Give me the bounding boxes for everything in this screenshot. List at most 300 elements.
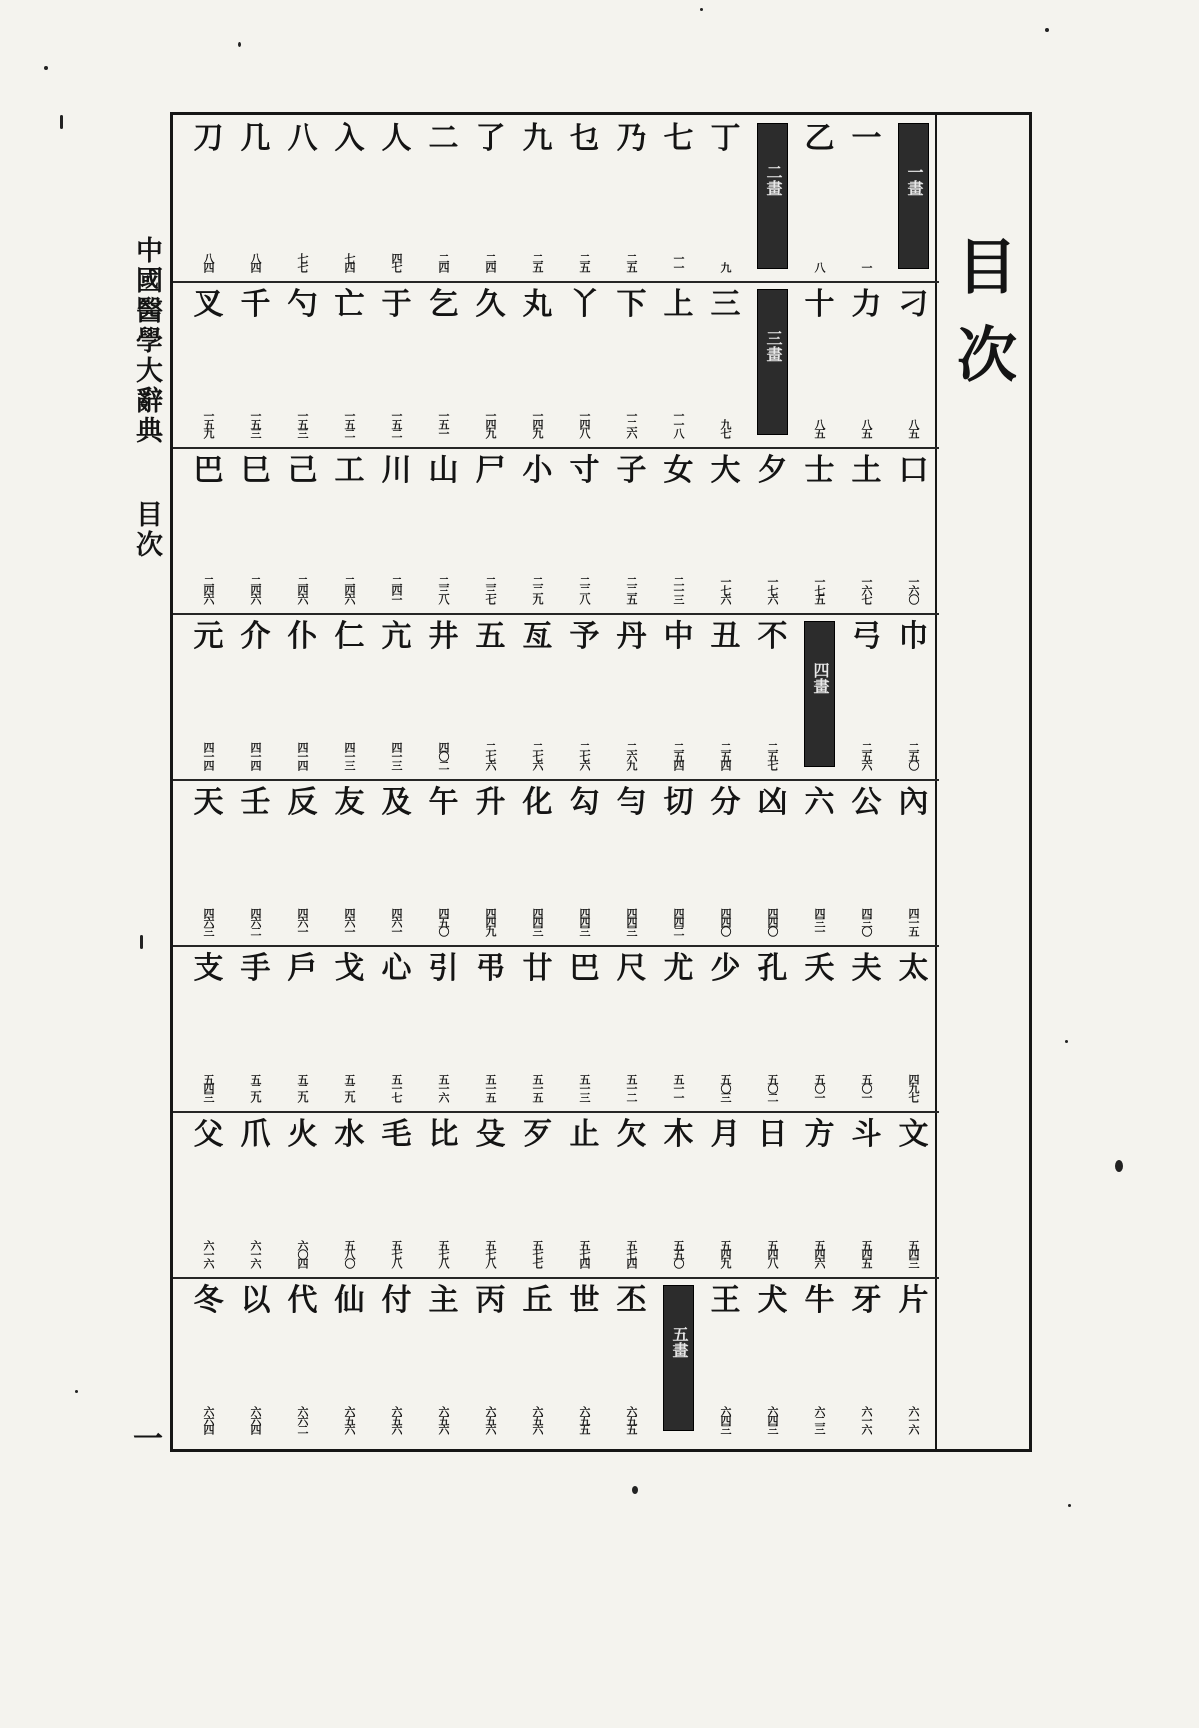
index-entry — [232, 613, 279, 779]
entry-page-number: 四五〇 — [437, 908, 450, 935]
paper-speck — [1115, 1160, 1123, 1172]
entry-character: 孔 — [757, 951, 788, 986]
stroke-index-grid — [173, 115, 939, 1449]
index-entry — [420, 447, 467, 613]
entry-character: 巴 — [193, 453, 224, 488]
index-entry — [373, 281, 420, 447]
index-entry — [185, 613, 232, 779]
entry-page-number: 二四六 — [296, 576, 309, 603]
index-entry — [514, 115, 561, 281]
index-entry — [420, 281, 467, 447]
stroke-count-header — [749, 281, 796, 447]
entry-character: 中 — [663, 619, 694, 654]
entry-character: 友 — [334, 785, 365, 820]
entry-page-number: 五一一 — [672, 1074, 685, 1101]
entry-character: 冬 — [193, 1283, 224, 1318]
entry-page-number: 五一二 — [625, 1074, 638, 1101]
entry-character: 斗 — [851, 1117, 882, 1152]
section-label: 目次 — [131, 500, 162, 560]
entry-character: 丑 — [710, 619, 741, 654]
entry-page-number: 二四 — [437, 253, 450, 271]
entry-page-number: 四六二 — [249, 908, 262, 935]
entry-character: 天 — [193, 785, 224, 820]
entry-page-number: 六一六 — [202, 1240, 215, 1267]
index-entry — [890, 281, 937, 447]
stroke-count-header — [655, 1277, 702, 1443]
entry-page-number: 四四三 — [578, 908, 591, 935]
entry-page-number: 四六一 — [390, 908, 403, 935]
entry-page-number: 二六九 — [625, 742, 638, 769]
index-entry — [279, 447, 326, 613]
entry-page-number: 五二九 — [296, 1074, 309, 1101]
entry-character: 月 — [710, 1117, 741, 1152]
entry-character: 刁 — [898, 287, 929, 322]
paper-speck — [60, 115, 63, 129]
index-entry — [373, 945, 420, 1111]
entry-character: 文 — [898, 1117, 929, 1152]
entry-page-number: 一四九 — [484, 410, 497, 437]
index-entry — [702, 1277, 749, 1443]
entry-character: 歹 — [522, 1117, 553, 1152]
index-entry — [608, 1111, 655, 1277]
entry-page-number: 一五一 — [437, 410, 450, 437]
entry-character: 午 — [428, 785, 459, 820]
entry-page-number: 七四 — [343, 253, 356, 271]
entry-character: 弔 — [475, 951, 506, 986]
entry-character: 弓 — [851, 619, 882, 654]
entry-character: 亢 — [381, 619, 412, 654]
entry-page-number: 二五 — [531, 253, 544, 271]
index-entry — [890, 1111, 937, 1277]
entry-page-number: 二四 — [484, 253, 497, 271]
paper-speck — [700, 8, 703, 11]
index-entry — [890, 613, 937, 779]
index-entry — [890, 779, 937, 945]
entry-page-number: 一五三 — [296, 410, 309, 437]
entry-character: 八 — [287, 121, 318, 156]
entry-character: 支 — [193, 951, 224, 986]
entry-character: 子 — [616, 453, 647, 488]
entry-page-number: 一七六 — [766, 576, 779, 603]
entry-page-number: 九七 — [719, 419, 732, 437]
entry-page-number: 二四六 — [249, 576, 262, 603]
entry-character: 山 — [428, 453, 459, 488]
index-entry — [279, 1111, 326, 1277]
index-entry — [232, 1277, 279, 1443]
entry-character: 壬 — [240, 785, 271, 820]
entry-page-number: 四四三 — [625, 908, 638, 935]
entry-character: 水 — [334, 1117, 365, 1152]
entry-page-number: 六四三 — [766, 1406, 779, 1433]
entry-character: 士 — [804, 453, 835, 488]
entry-page-number: 五一六 — [437, 1074, 450, 1101]
entry-character: 五 — [475, 619, 506, 654]
stroke-count-label: 二畫 — [764, 164, 783, 196]
index-entry — [702, 945, 749, 1111]
index-entry — [843, 945, 890, 1111]
paper-speck — [238, 42, 241, 47]
index-entry — [326, 945, 373, 1111]
index-entry — [373, 1277, 420, 1443]
entry-character: 升 — [475, 785, 506, 820]
entry-character: 犬 — [757, 1283, 788, 1318]
index-entry — [702, 613, 749, 779]
entry-page-number: 六一六 — [907, 1406, 920, 1433]
entry-character: 力 — [851, 287, 882, 322]
entry-page-number: 八五 — [860, 419, 873, 437]
index-entry — [561, 1277, 608, 1443]
entry-page-number: 二一三 — [672, 576, 685, 603]
index-entry — [796, 945, 843, 1111]
entry-character: 人 — [381, 121, 412, 156]
index-entry — [279, 613, 326, 779]
entry-character: 比 — [428, 1117, 459, 1152]
index-entry — [279, 1277, 326, 1443]
index-entry — [185, 115, 232, 281]
index-entry — [514, 1111, 561, 1277]
index-tier — [173, 115, 939, 281]
index-tier — [173, 613, 939, 779]
index-entry — [514, 945, 561, 1111]
index-entry — [232, 779, 279, 945]
index-entry — [561, 281, 608, 447]
entry-page-number: 四六一 — [343, 908, 356, 935]
entry-page-number: 五八〇 — [343, 1240, 356, 1267]
entry-character: 千 — [240, 287, 271, 322]
index-entry — [373, 613, 420, 779]
index-entry — [232, 281, 279, 447]
entry-character: 乃 — [616, 121, 647, 156]
entry-page-number: 二五七 — [766, 742, 779, 769]
index-entry — [373, 447, 420, 613]
entry-page-number: 一四八 — [578, 410, 591, 437]
index-entry — [326, 1111, 373, 1277]
index-entry — [608, 1277, 655, 1443]
entry-character: 木 — [663, 1117, 694, 1152]
entry-character: 于 — [381, 287, 412, 322]
entry-page-number: 二二八 — [578, 576, 591, 603]
entry-page-number: 六五六 — [437, 1406, 450, 1433]
index-entry — [232, 447, 279, 613]
entry-character: 日 — [757, 1117, 788, 1152]
entry-page-number: 二四一 — [390, 576, 403, 603]
entry-page-number: 六一六 — [860, 1406, 873, 1433]
entry-page-number: 八四 — [249, 253, 262, 271]
entry-character: 川 — [381, 453, 412, 488]
index-entry — [608, 115, 655, 281]
entry-character: 丁 — [710, 121, 741, 156]
entry-page-number: 七七 — [296, 253, 309, 271]
entry-page-number: 五〇三 — [719, 1074, 732, 1101]
entry-character: 分 — [710, 785, 741, 820]
entry-page-number: 五四五 — [860, 1240, 873, 1267]
index-entry — [326, 281, 373, 447]
entry-page-number: 九 — [719, 262, 732, 271]
entry-character: 七 — [663, 121, 694, 156]
entry-character: 少 — [710, 951, 741, 986]
entry-page-number: 四六三 — [202, 908, 215, 935]
entry-character: 戶 — [287, 951, 318, 986]
entry-character: 小 — [522, 453, 553, 488]
entry-character: 及 — [381, 785, 412, 820]
entry-character: 上 — [663, 287, 694, 322]
index-tier — [173, 447, 939, 613]
entry-page-number: 五二九 — [249, 1074, 262, 1101]
entry-character: 手 — [240, 951, 271, 986]
entry-page-number: 四四〇 — [719, 908, 732, 935]
entry-character: 介 — [240, 619, 271, 654]
entry-page-number: 二五〇 — [907, 742, 920, 769]
index-entry — [843, 779, 890, 945]
entry-character: 牙 — [851, 1283, 882, 1318]
entry-character: 入 — [334, 121, 365, 156]
paper-speck — [1045, 28, 1049, 32]
index-entry — [749, 447, 796, 613]
index-entry — [514, 1277, 561, 1443]
entry-character: 亡 — [334, 287, 365, 322]
entry-character: 三 — [710, 287, 741, 322]
index-tier — [173, 1277, 939, 1443]
entry-character: 夕 — [757, 453, 788, 488]
entry-character: 二 — [428, 121, 459, 156]
entry-page-number: 四〇二 — [437, 742, 450, 769]
index-entry — [232, 115, 279, 281]
entry-character: 殳 — [475, 1117, 506, 1152]
book-title: 中國醫學大辭典 — [131, 236, 162, 446]
stroke-count-box — [898, 123, 929, 269]
entry-page-number: 四一三 — [343, 742, 356, 769]
entry-character: 丘 — [522, 1283, 553, 1318]
entry-character: 以 — [240, 1283, 271, 1318]
index-entry — [420, 115, 467, 281]
entry-page-number: 二五 — [578, 253, 591, 271]
index-entry — [185, 281, 232, 447]
entry-page-number: 四四九 — [484, 908, 497, 935]
entry-page-number: 五一五 — [484, 1074, 497, 1101]
index-entry — [655, 447, 702, 613]
entry-character: 丙 — [475, 1283, 506, 1318]
entry-character: 化 — [522, 785, 553, 820]
entry-page-number: 六六二 — [296, 1406, 309, 1433]
index-entry — [185, 945, 232, 1111]
entry-page-number: 二七六 — [484, 742, 497, 769]
index-entry — [514, 447, 561, 613]
entry-page-number: 六五五 — [578, 1406, 591, 1433]
paper-speck — [1068, 1504, 1071, 1507]
page-title: 目次 — [947, 235, 1017, 411]
entry-page-number: 四六一 — [296, 908, 309, 935]
entry-page-number: 一五二 — [343, 410, 356, 437]
index-entry — [796, 115, 843, 281]
entry-page-number: 四一四 — [296, 742, 309, 769]
index-entry — [326, 779, 373, 945]
entry-page-number: 四一四 — [202, 742, 215, 769]
stroke-count-label: 三畫 — [764, 330, 783, 362]
stroke-count-label: 一畫 — [905, 164, 924, 196]
index-entry — [514, 281, 561, 447]
entry-character: 丹 — [616, 619, 647, 654]
entry-page-number: 五〇一 — [860, 1074, 873, 1101]
entry-character: 反 — [287, 785, 318, 820]
entry-character: 父 — [193, 1117, 224, 1152]
index-entry — [467, 945, 514, 1111]
entry-page-number: 四三〇 — [860, 908, 873, 935]
entry-character: 了 — [475, 121, 506, 156]
entry-page-number: 六五六 — [343, 1406, 356, 1433]
index-entry — [561, 779, 608, 945]
entry-character: 爪 — [240, 1117, 271, 1152]
index-entry — [608, 779, 655, 945]
index-tier — [173, 281, 939, 447]
entry-character: 尤 — [663, 951, 694, 986]
index-entry — [749, 1277, 796, 1443]
entry-page-number: 二二五 — [625, 576, 638, 603]
entry-page-number: 四九七 — [907, 1074, 920, 1101]
entry-page-number: 一五三 — [249, 410, 262, 437]
entry-page-number: 二四六 — [202, 576, 215, 603]
index-tier — [173, 945, 939, 1111]
entry-character: 公 — [851, 785, 882, 820]
index-entry — [608, 613, 655, 779]
index-entry — [420, 1111, 467, 1277]
paper-speck — [140, 935, 143, 949]
index-entry — [185, 1277, 232, 1443]
entry-page-number: 二三八 — [437, 576, 450, 603]
entry-page-number: 四一三 — [390, 742, 403, 769]
entry-character: 元 — [193, 619, 224, 654]
entry-page-number: 五七四 — [578, 1240, 591, 1267]
entry-character: 女 — [663, 453, 694, 488]
index-entry — [796, 447, 843, 613]
entry-character: 引 — [428, 951, 459, 986]
entry-character: 勾 — [569, 785, 600, 820]
entry-page-number: 一五九 — [202, 410, 215, 437]
entry-page-number: 二四六 — [343, 576, 356, 603]
index-entry — [326, 115, 373, 281]
entry-page-number: 八四 — [202, 253, 215, 271]
index-entry — [796, 779, 843, 945]
entry-page-number: 八五 — [907, 419, 920, 437]
stroke-count-box — [757, 289, 788, 435]
index-entry — [467, 779, 514, 945]
index-entry — [514, 779, 561, 945]
entry-character: 凶 — [757, 785, 788, 820]
entry-character: 欠 — [616, 1117, 647, 1152]
index-frame — [170, 112, 1032, 1452]
index-entry — [279, 945, 326, 1111]
entry-page-number: 五四三 — [907, 1240, 920, 1267]
entry-page-number: 二七六 — [531, 742, 544, 769]
entry-page-number: 五四八 — [766, 1240, 779, 1267]
entry-character: 仙 — [334, 1283, 365, 1318]
index-entry — [185, 447, 232, 613]
entry-character: 夭 — [804, 951, 835, 986]
index-entry — [702, 447, 749, 613]
entry-page-number: 五一五 — [531, 1074, 544, 1101]
entry-page-number: 四四三 — [531, 908, 544, 935]
index-entry — [373, 1111, 420, 1277]
index-entry — [702, 115, 749, 281]
index-entry — [890, 945, 937, 1111]
entry-character: 火 — [287, 1117, 318, 1152]
index-entry — [843, 447, 890, 613]
index-entry — [467, 115, 514, 281]
entry-character: 乙 — [804, 121, 835, 156]
index-entry — [561, 945, 608, 1111]
stroke-count-box — [757, 123, 788, 269]
entry-page-number: 二二九 — [531, 576, 544, 603]
stroke-count-header — [796, 613, 843, 779]
entry-character: 丸 — [522, 287, 553, 322]
entry-character: 王 — [710, 1283, 741, 1318]
stroke-count-box — [663, 1285, 694, 1431]
index-entry — [608, 281, 655, 447]
entry-page-number: 一一八 — [672, 410, 685, 437]
entry-page-number: 五四三 — [202, 1074, 215, 1101]
entry-page-number: 五七八 — [437, 1240, 450, 1267]
index-entry — [420, 613, 467, 779]
entry-character: 刀 — [193, 121, 224, 156]
entry-page-number: 五〇一 — [813, 1074, 826, 1101]
entry-page-number: 六六四 — [202, 1406, 215, 1433]
entry-character: 巴 — [569, 951, 600, 986]
index-entry — [326, 447, 373, 613]
entry-page-number: 四七 — [390, 253, 403, 271]
entry-page-number: 五七七 — [531, 1240, 544, 1267]
index-entry — [796, 1111, 843, 1277]
entry-character: 切 — [663, 785, 694, 820]
index-entry — [185, 1111, 232, 1277]
index-entry — [843, 115, 890, 281]
index-entry — [467, 613, 514, 779]
index-tier — [173, 1111, 939, 1277]
entry-page-number: 一四九 — [531, 410, 544, 437]
entry-page-number: 六五六 — [484, 1406, 497, 1433]
index-entry — [655, 1111, 702, 1277]
entry-character: 工 — [334, 453, 365, 488]
index-entry — [420, 779, 467, 945]
entry-page-number: 六〇四 — [296, 1240, 309, 1267]
entry-page-number: 二五四 — [719, 742, 732, 769]
index-entry — [373, 115, 420, 281]
entry-page-number: 五七八 — [484, 1240, 497, 1267]
entry-character: 仆 — [287, 619, 318, 654]
entry-page-number: 二七六 — [578, 742, 591, 769]
index-entry — [232, 1111, 279, 1277]
entry-page-number: 一六七 — [860, 576, 873, 603]
entry-page-number: 一一 — [672, 253, 685, 271]
index-entry — [702, 1111, 749, 1277]
index-entry — [561, 1111, 608, 1277]
index-entry — [890, 447, 937, 613]
title-column — [935, 115, 1029, 1449]
index-entry — [749, 613, 796, 779]
paper-speck — [1065, 1040, 1068, 1043]
index-entry — [890, 1277, 937, 1443]
entry-character: 仁 — [334, 619, 365, 654]
entry-character: 一 — [851, 121, 882, 156]
entry-character: 戈 — [334, 951, 365, 986]
index-entry — [655, 281, 702, 447]
entry-page-number: 八 — [813, 262, 826, 271]
entry-page-number: 五四六 — [813, 1240, 826, 1267]
entry-page-number: 一七六 — [719, 576, 732, 603]
entry-page-number: 五二九 — [343, 1074, 356, 1101]
index-entry — [185, 779, 232, 945]
entry-character: 寸 — [569, 453, 600, 488]
entry-page-number: 一二六 — [625, 410, 638, 437]
entry-page-number: 五七四 — [625, 1240, 638, 1267]
